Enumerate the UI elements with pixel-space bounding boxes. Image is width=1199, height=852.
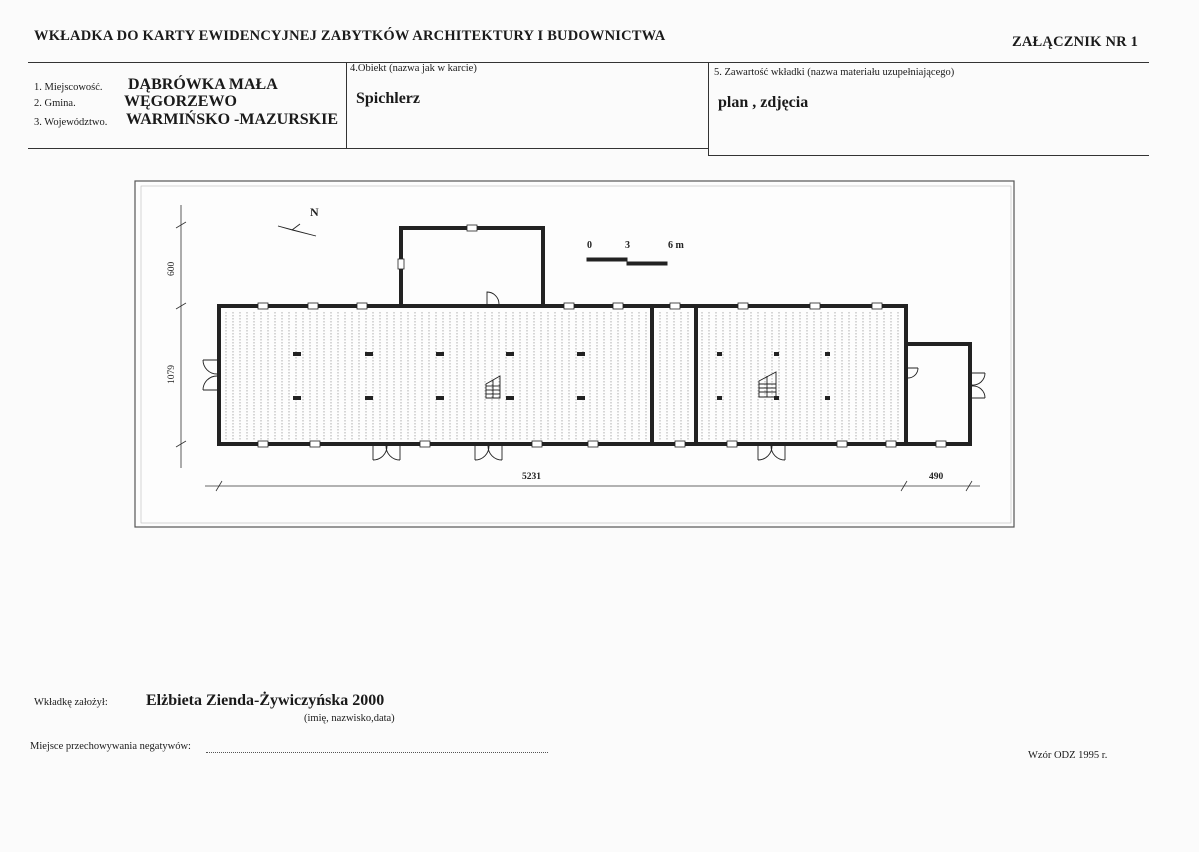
zawartosc-label: 5. Zawartość wkładki (nazwa materiału uzupełniającego): [714, 67, 955, 78]
author-label: Wkładkę założył:: [34, 697, 108, 708]
author-value: Elżbieta Zienda-Żywiczyńska 2000: [146, 692, 385, 709]
hall-floor-middle: [657, 311, 695, 441]
zawartosc-value: plan , zdjęcia: [718, 94, 809, 111]
negatives-label: Miejsce przechowywania negatywów:: [30, 741, 191, 752]
obiekt-value: Spichlerz: [356, 90, 420, 107]
gmina-label: 2. Gmina.: [34, 98, 76, 109]
annex-number: ZAŁĄCZNIK NR 1: [1012, 34, 1139, 50]
scale-0: 0: [587, 240, 592, 251]
miejscowosc-value: DĄBRÓWKA MAŁA: [128, 76, 278, 93]
gmina-value: WĘGORZEWO: [124, 93, 237, 110]
dim-length-annex: 490: [929, 472, 944, 482]
north-label: N: [310, 205, 319, 219]
dim-length-main: 5231: [522, 472, 541, 482]
miejscowosc-label: 1. Miejscowość.: [34, 82, 103, 93]
wojewodztwo-value: WARMIŃSKO -MAZURSKIE: [126, 111, 339, 128]
scale-3: 3: [625, 240, 630, 251]
dim-height-top: 600: [167, 261, 177, 276]
wojewodztwo-label: 3. Województwo.: [34, 117, 108, 128]
negatives-dotted-line: [206, 752, 548, 753]
scale-6: 6 m: [668, 240, 684, 251]
form-version: Wzór ODZ 1995 r.: [1028, 750, 1108, 761]
dim-height-main: 1079: [167, 365, 177, 384]
obiekt-label: 4.Obiekt (nazwa jak w karcie): [350, 63, 477, 74]
author-hint: (imię, nazwisko,data): [304, 713, 395, 724]
hall-floor-east: [700, 311, 903, 441]
hall-floor-west: [225, 311, 650, 441]
form-title: WKŁADKA DO KARTY EWIDENCYJNEJ ZABYTKÓW ARCHITEKTURY I BUDOWNICTWA: [34, 28, 666, 44]
